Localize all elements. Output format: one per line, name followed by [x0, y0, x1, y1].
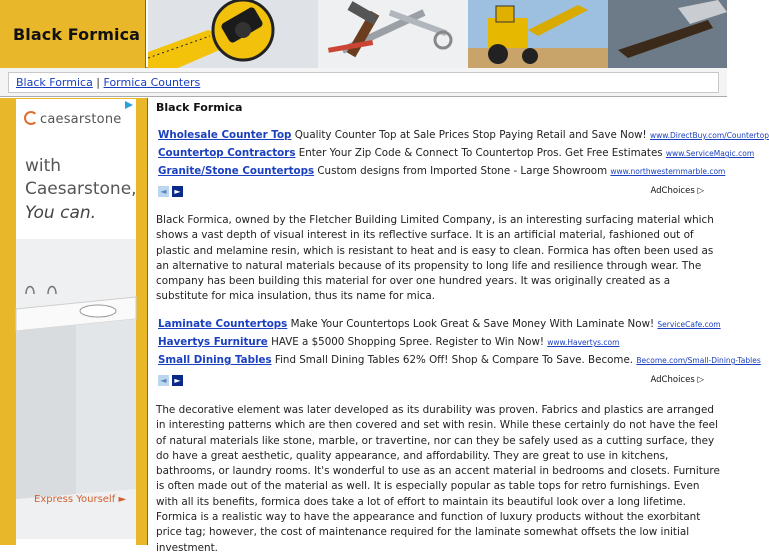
- breadcrumb: [8, 72, 719, 93]
- ad-headline-line2: Caesarstone,: [25, 179, 137, 199]
- ad-url-link[interactable]: www.northwesternmarble.com: [610, 167, 726, 176]
- ad-text: Make Your Countertops Look Great & Save Money With Laminate Now!: [287, 318, 658, 330]
- breadcrumb-current-link[interactable]: Formica Counters: [103, 76, 201, 89]
- left-banner-ad[interactable]: [16, 99, 136, 545]
- adchoices-icon[interactable]: [124, 100, 134, 110]
- text-ad-block-1: [158, 129, 769, 200]
- hand-tools-photo: [318, 0, 468, 68]
- article-paragraph-2: The decorative element was later developed as its durability was proven. Fabrics and plastics are arranged in interesting patterns which are then covered and set with resin. While these certainly do not have the feel of natural materials like stone, marble, or travertine, nor can they be safely used as a cutting surface, they do have a great aesthetic, quality appearance, and affordability. They are great to use in kitchens, bathrooms, or laundry rooms. It's wonderful to use as an accent material in bedrooms and closets. Furniture is often made out of the material as well. It is especially popular as table tops for retro furnishings. Even with all its benefits, formica does take a lot of effort to maintain its beautiful look over a long lifetime. Formica is a realistic way to have the appearance and function of luxury products without the exorbitant price tag; however, the cost of maintenance required for the laminate somewhat offsets the low initial investment.: [156, 404, 720, 554]
- main-content: [149, 98, 769, 554]
- ad-next-button[interactable]: ►: [172, 375, 183, 386]
- article-paragraph-1: Black Formica, owned by the Fletcher Building Limited Company, is an interesting surfacing material which shows a vast depth of visual interest in its reflective surface. It is an artificial material, fashioned out of plastic and melamine resin, which is resistant to heat and is easy to clean. Formica has often been used as an alternative to natural materials because of its propensity to long life and resilience through wear. The company has been building this material for over one hundred years. It was originally created as a substitute for mica insulation, thus its name for mica.: [156, 214, 714, 303]
- ad-text: Find Small Dining Tables 62% Off! Shop & Compare To Save. Become.: [271, 354, 637, 366]
- ad-title-link[interactable]: Wholesale Counter Top: [158, 129, 292, 141]
- ad-text: Custom designs from Imported Stone - Large Showroom: [314, 165, 611, 177]
- header-banner: [148, 0, 727, 68]
- ad-text: HAVE a $5000 Shopping Spree. Register to Win Now!: [267, 336, 548, 348]
- adchoices-link[interactable]: AdChoices ▷: [650, 375, 704, 385]
- construction-photo: [468, 0, 727, 68]
- ad-title-link[interactable]: Havertys Furniture: [158, 336, 268, 348]
- caesarstone-logo: [24, 111, 121, 127]
- breadcrumb-bar: [0, 68, 727, 97]
- tape-measure-photo: [148, 0, 318, 68]
- ad-url-link[interactable]: www.Havertys.com: [547, 338, 620, 347]
- ad-row: [158, 336, 718, 354]
- breadcrumb-home-link[interactable]: Black Formica: [16, 76, 93, 89]
- ad-row: [158, 129, 769, 147]
- page-title: Black Formica: [156, 101, 243, 114]
- ad-row: [158, 354, 761, 372]
- ad-next-button[interactable]: ►: [172, 186, 183, 197]
- ad-navigation: [158, 184, 718, 200]
- ad-text: Quality Counter Top at Sale Prices Stop Paying Retail and Save Now!: [291, 129, 650, 141]
- ad-prev-button[interactable]: ◄: [158, 375, 169, 386]
- ad-text: Enter Your Zip Code & Connect To Countertop Pros. Get Free Estimates: [295, 147, 666, 159]
- left-sidebar: [0, 98, 148, 545]
- site-logo-text[interactable]: Black Formica: [13, 25, 141, 44]
- text-ad-block-2: [158, 318, 761, 389]
- ad-title-link[interactable]: Laminate Countertops: [158, 318, 288, 330]
- caesarstone-brand: caesarstone: [40, 112, 122, 127]
- ad-url-link[interactable]: Become.com/Small-Dining-Tables: [636, 356, 761, 365]
- ad-title-link[interactable]: Small Dining Tables: [158, 354, 272, 366]
- ad-title-link[interactable]: Granite/Stone Countertops: [158, 165, 315, 177]
- site-logo[interactable]: [0, 0, 146, 68]
- ad-row: [158, 165, 726, 183]
- caesarstone-logo-icon: [24, 111, 38, 125]
- ad-headline: [25, 155, 137, 201]
- breadcrumb-separator: |: [92, 76, 104, 89]
- ad-url-link[interactable]: ServiceCafe.com: [657, 320, 721, 329]
- ad-navigation: [158, 373, 718, 389]
- ad-tagline: You can.: [25, 203, 97, 223]
- ad-headline-line1: with: [25, 156, 62, 176]
- ad-title-link[interactable]: Countertop Contractors: [158, 147, 296, 159]
- adchoices-link[interactable]: AdChoices ▷: [650, 186, 704, 196]
- ad-row: [158, 147, 755, 165]
- ad-url-link[interactable]: www.ServiceMagic.com: [665, 149, 755, 158]
- ad-cta-text[interactable]: Express Yourself: [34, 494, 116, 505]
- ad-prev-button[interactable]: ◄: [158, 186, 169, 197]
- site-header: [0, 0, 727, 68]
- ad-row: [158, 318, 721, 336]
- ad-url-link[interactable]: www.DirectBuy.com/Countertop: [649, 131, 769, 140]
- ad-cta-link[interactable]: [34, 494, 126, 505]
- ad-cta-arrow-icon: ►: [118, 494, 127, 505]
